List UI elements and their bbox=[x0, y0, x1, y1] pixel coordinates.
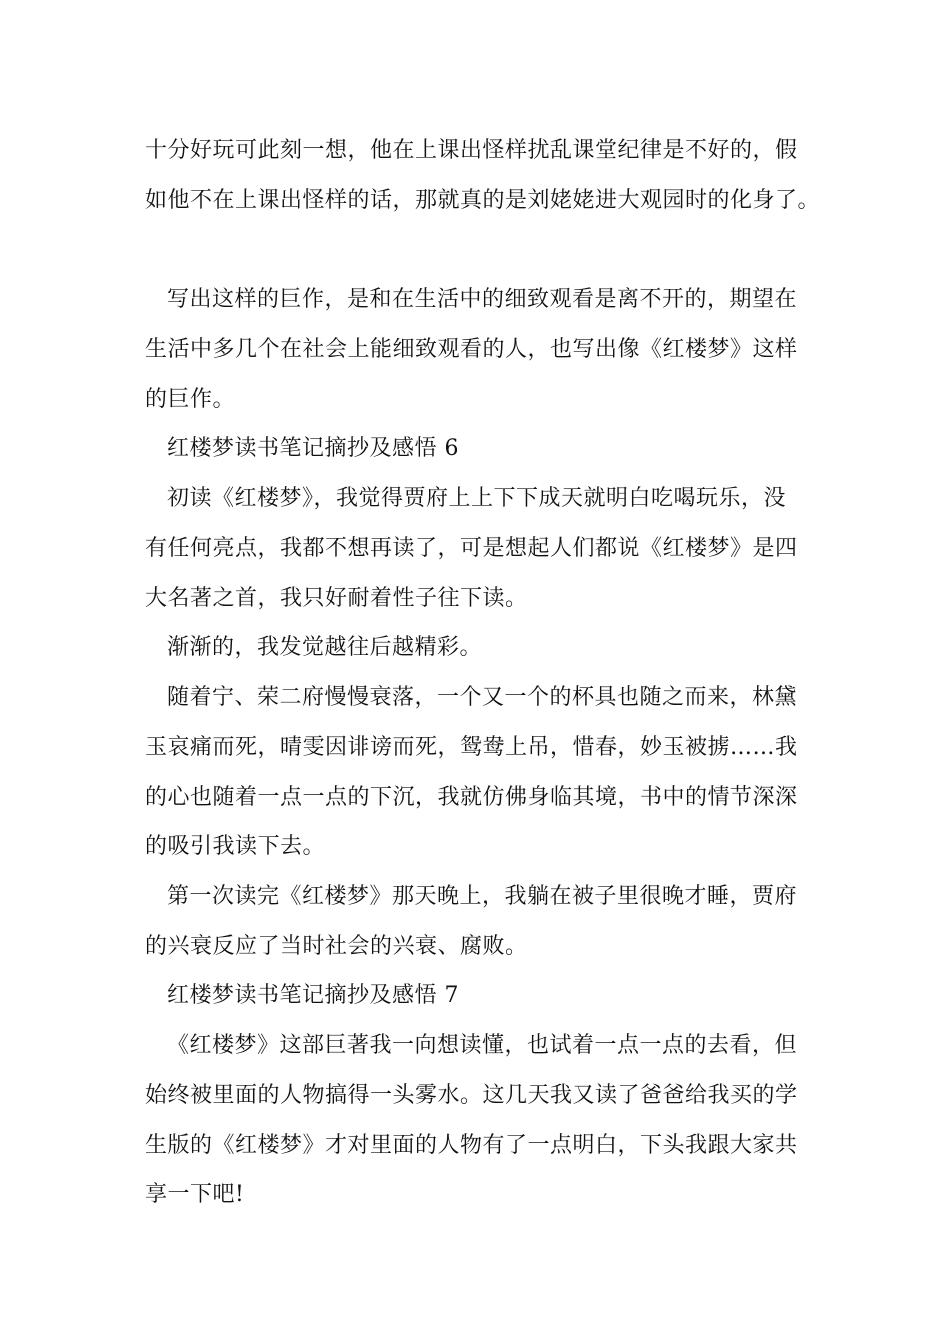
text-line: 玉哀痛而死，晴雯因诽谤而死，鸳鸯上吊，惜春，妙玉被掳……我 bbox=[145, 735, 798, 760]
text-line: 享一下吧! bbox=[145, 1182, 245, 1207]
paragraph-start: 随着宁、荣二府慢慢衰落，一个又一个的杯具也随之而来，林黛 bbox=[167, 685, 798, 710]
text-line: 的吸引我读下去。 bbox=[145, 834, 326, 859]
text-line: 十分好玩可此刻一想，他在上课出怪样扰乱课堂纪律是不好的，假 bbox=[145, 138, 798, 163]
text-line: 大名著之首，我只好耐着性子往下读。 bbox=[145, 586, 528, 611]
text-line: 生活中多几个在社会上能细致观看的人，也写出像《红楼梦》这样 bbox=[145, 337, 798, 362]
text-line: 的兴衰反应了当时社会的兴衰、腐败。 bbox=[145, 934, 528, 959]
text-line: 生版的《红楼梦》才对里面的人物有了一点明白，下头我跟大家共 bbox=[145, 1133, 798, 1158]
paragraph-start: 渐渐的，我发觉越往后越精彩。 bbox=[167, 635, 483, 660]
text-line: 如他不在上课出怪样的话，那就真的是刘姥姥进大观园时的化身了。 bbox=[145, 188, 821, 213]
text-line: 的心也随着一点一点的下沉，我就仿佛身临其境，书中的情节深深 bbox=[145, 785, 798, 810]
paragraph-start: 初读《红楼梦》，我觉得贾府上上下下成天就明白吃喝玩乐，没 bbox=[167, 486, 787, 511]
section-heading: 红楼梦读书笔记摘抄及感悟 6 bbox=[167, 436, 459, 461]
text-line: 的巨作。 bbox=[145, 387, 236, 412]
paragraph-start: 写出这样的巨作，是和在生活中的细致观看是离不开的，期望在 bbox=[167, 287, 798, 312]
paragraph-start: 第一次读完《红楼梦》那天晚上，我躺在被子里很晚才睡，贾府 bbox=[167, 884, 798, 909]
paragraph-start: 《红楼梦》这部巨著我一向想读懂，也试着一点一点的去看，但 bbox=[167, 1033, 798, 1058]
text-line: 始终被里面的人物搞得一头雾水。这几天我又读了爸爸给我买的学 bbox=[145, 1083, 798, 1108]
section-heading: 红楼梦读书笔记摘抄及感悟 7 bbox=[167, 983, 459, 1008]
text-line: 有任何亮点，我都不想再读了，可是想起人们都说《红楼梦》是四 bbox=[145, 536, 798, 561]
